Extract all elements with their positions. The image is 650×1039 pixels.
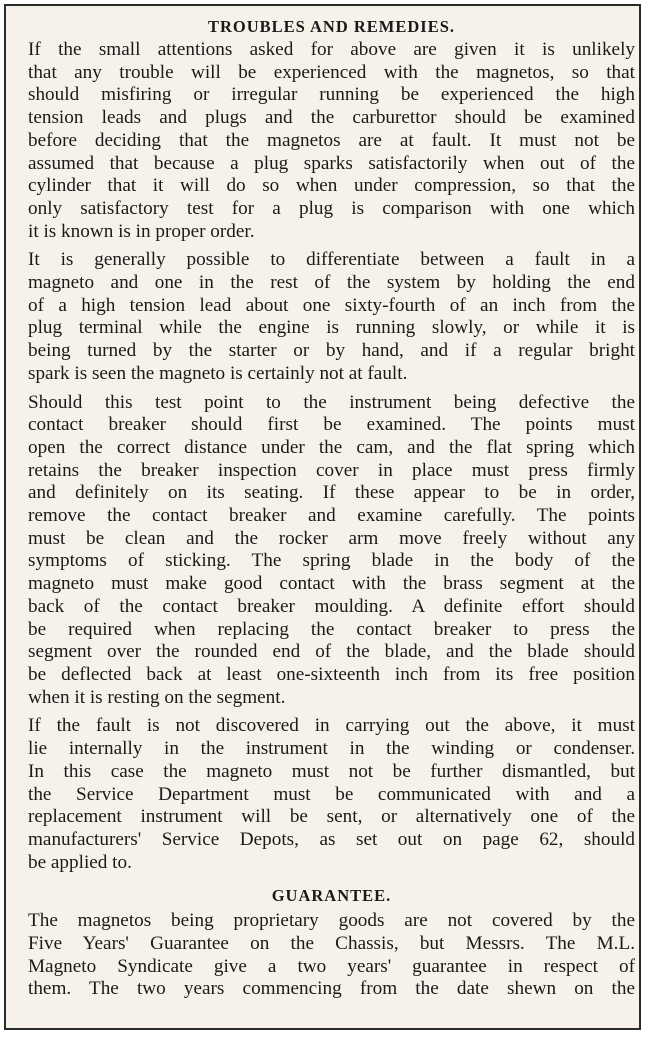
paragraph-3: [28, 392, 635, 710]
text-line: Magneto Syndicate give a two years' guarantee in respect of: [28, 955, 635, 977]
text-line: Should this test point to the instrument being defective the: [28, 391, 635, 413]
text-line: be deflected back at least one-sixteenth inch from its free position: [28, 663, 635, 685]
text-line: plug terminal while the engine is running slowly, or while it is: [28, 317, 635, 339]
text-line: be required when replacing the contact breaker to press the: [28, 618, 635, 640]
text-line: remove the contact breaker and examine carefully. The points: [28, 505, 635, 527]
section-heading-troubles: TROUBLES AND REMEDIES.: [207, 17, 456, 36]
text-line: spark is seen the magneto is certainly not at fault.: [28, 362, 408, 384]
text-line: the Service Department must be communicated with and a: [28, 783, 635, 805]
document-content: [28, 16, 635, 1007]
text-line: and definitely on its seating. If these appear to be in order,: [28, 482, 635, 504]
text-line: should misfiring or irregular running be experienced the high: [28, 84, 635, 106]
text-line: If the small attentions asked for above are given it is unlikely: [28, 39, 635, 60]
text-line: only satisfactory test for a plug is comparison with one which: [28, 197, 635, 219]
text-line: symptoms of sticking. The spring blade in the body of the: [28, 550, 635, 572]
text-line: be applied to.: [28, 851, 132, 873]
text-line: In this case the magneto must not be further dismantled, but: [28, 760, 635, 782]
text-line: replacement instrument will be sent, or alternatively one of the: [28, 806, 635, 828]
text-line: contact breaker should first be examined. The points must: [28, 414, 635, 436]
text-line: that any trouble will be experienced with the magnetos, so that: [28, 61, 635, 83]
text-line: before deciding that the magnetos are at fault. It must not be: [28, 129, 635, 151]
paragraph-2: [28, 249, 635, 385]
text-line: cylinder that it will do so when under compression, so that the: [28, 175, 635, 197]
text-line: It is generally possible to differentiate between a fault in a: [28, 249, 635, 271]
text-line: being turned by the starter or by hand, and if a regular bright: [28, 340, 635, 362]
text-line: when it is resting on the segment.: [28, 686, 286, 708]
text-line: of a high tension lead about one sixty-fourth of an inch from the: [28, 294, 635, 316]
text-line: segment over the rounded end of the blade, and the blade should: [28, 641, 635, 663]
paragraph-1: [28, 39, 635, 243]
text-line: retains the breaker inspection cover in place must press firmly: [28, 459, 635, 481]
section-heading-guarantee: GUARANTEE.: [271, 886, 392, 906]
text-line: must be clean and the rocker arm move freely without any: [28, 527, 635, 549]
page: [4, 4, 641, 1030]
text-line: lie internally in the instrument in the winding or condenser.: [28, 738, 635, 760]
text-line: open the correct distance under the cam, and the flat spring which: [28, 436, 635, 458]
text-line: tension leads and plugs and the carburettor should be examined: [28, 107, 635, 129]
text-line: The magnetos being proprietary goods are not covered by the: [28, 910, 635, 932]
text-line: magneto must make good contact with the brass segment at the: [28, 573, 635, 595]
text-line: If the fault is not discovered in carrying out the above, it must: [28, 715, 635, 737]
text-line: magneto and one in the rest of the system by holding the end: [28, 272, 635, 294]
paragraph-5: [28, 910, 635, 1001]
text-line: Five Years' Guarantee on the Chassis, but Messrs. The M.L.: [28, 933, 635, 955]
text-line: back of the contact breaker moulding. A definite effort should: [28, 595, 635, 617]
paragraph-4: [28, 715, 635, 874]
text-line: them. The two years commencing from the date shewn on the: [28, 978, 635, 1000]
text-line: it is known is in proper order.: [28, 220, 255, 242]
text-line: manufacturers' Service Depots, as set out on page 62, should: [28, 828, 635, 850]
text-line: assumed that because a plug sparks satisfactorily when out of the: [28, 152, 635, 174]
